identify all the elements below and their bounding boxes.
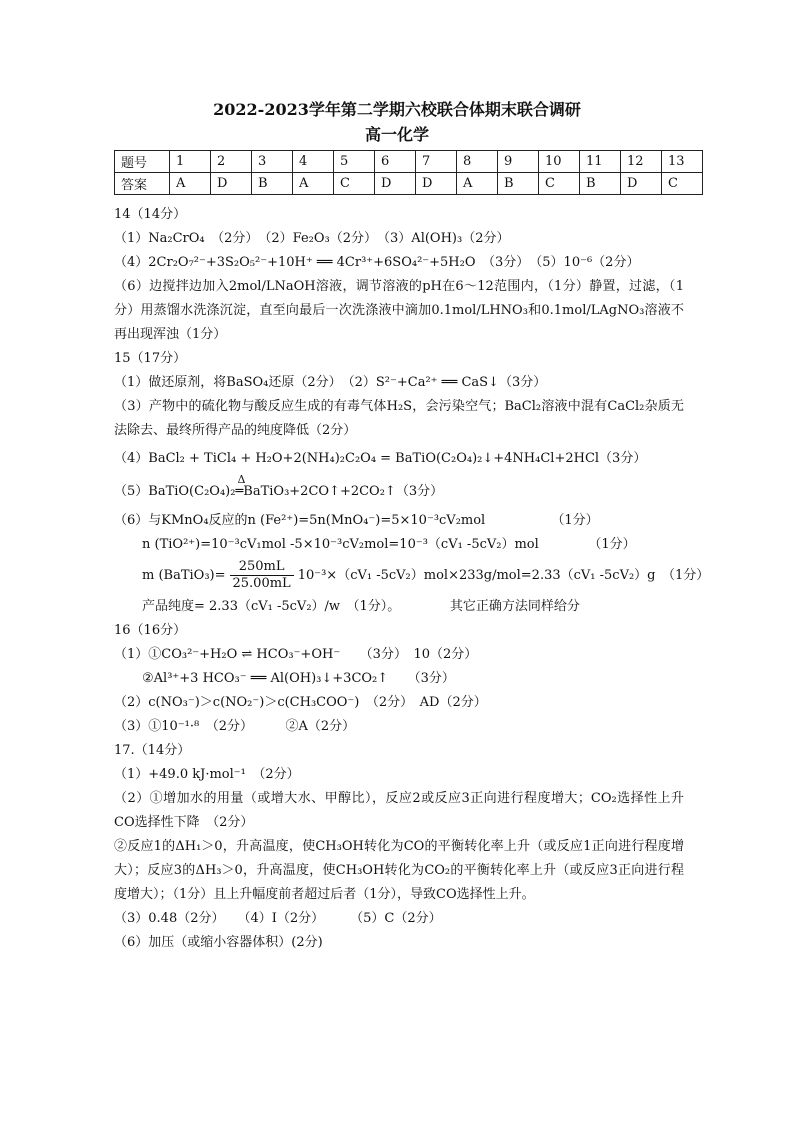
q15-line-8: [114, 595, 684, 619]
table-cell: C: [334, 173, 375, 195]
q15-line-5-text: （6）与KMnO₄反应的n (Fe²⁺)=5n(MnO₄⁻)=5×10⁻³cV₂mol: [114, 513, 486, 528]
q14-line-1: （1）Na₂CrO₄ （2分） （2）Fe₂O₃（2分） （3）Al(OH)₃（2分）: [114, 231, 510, 246]
table-cell: 7: [416, 151, 457, 173]
q15-line-4-suffix: BaTiO₃+2CO↑+2CO₂↑（3分）: [243, 484, 444, 499]
q15-line-7: [114, 557, 710, 595]
table-cell: 4: [293, 151, 334, 173]
q17-line-1: （1）+49.0 kJ·mol⁻¹ （2分）: [114, 767, 300, 782]
answer-table: [114, 150, 703, 195]
heat-condition: Δ ═: [235, 475, 243, 509]
q16-line-2: ②Al³⁺+3 HCO₃⁻ ══ Al(OH)₃↓+3CO₂↑ （3分）: [142, 671, 455, 686]
answer-content: [114, 203, 710, 955]
q15-line-5-score: （1分）: [551, 513, 599, 528]
table-cell: D: [621, 173, 662, 195]
table-cell: 11: [580, 151, 621, 173]
q15-line-2: （3）产物中的硫化物与酸反应生成的有毒气体H₂S，会污染空气；BaCl₂溶液中混有CaCl₂杂质无法除去、最终所得产品的纯度降低（2分）: [114, 399, 684, 438]
q16-line-3: （2）c(NO₃⁻)＞c(NO₂⁻)＞c(CH₃COO⁻) （2分） AD（2分）: [114, 695, 487, 710]
table-cell: B: [252, 173, 293, 195]
q15-line-5: [114, 509, 684, 533]
q17-line-5: （6）加压（或缩小容器体积）(2分): [114, 935, 323, 950]
row-label: 答案: [115, 173, 170, 195]
table-cell: 1: [170, 151, 211, 173]
table-cell: 8: [457, 151, 498, 173]
q15-heading: 15（17分）: [114, 351, 187, 366]
table-cell: D: [211, 173, 252, 195]
table-cell: 3: [252, 151, 293, 173]
table-cell: 13: [662, 151, 703, 173]
q15-line-6: [114, 533, 684, 557]
table-cell: A: [293, 173, 334, 195]
table-row-numbers: [115, 151, 703, 173]
table-cell: B: [498, 173, 539, 195]
fraction-denominator: 25.00mL: [232, 576, 291, 591]
q15-line-6-score: （1分）: [588, 537, 636, 552]
row-label: 题号: [115, 151, 170, 173]
fraction-numerator: 250mL: [230, 559, 294, 576]
q15-line-6-text: n (TiO²⁺)=10⁻³cV₁mol -5×10⁻³cV₂mol=10⁻³（cV₁ -5cV₂）mol: [142, 537, 539, 552]
q14-line-3: （6）边搅拌边加入2mol/LNaOH溶液，调节溶液的pH在6～12范围内，（1分）静置，过滤，（1分）用蒸馏水洗涤沉淀，直至向最后一次洗涤液中滴加0.1mol/LHNO₃和0.1mol/LAgNO₃溶液不再出现浑浊（1分）: [114, 279, 684, 342]
document-title: 2022-2023学年第二学期六校联合体期末联合调研: [213, 100, 581, 119]
table-cell: 2: [211, 151, 252, 173]
document-subtitle: 高一化学: [364, 125, 429, 144]
table-cell: A: [170, 173, 211, 195]
table-cell: C: [539, 173, 580, 195]
q15-line-8-text: 产品纯度= 2.33（cV₁ -5cV₂）/w （1分）。: [142, 599, 401, 614]
volume-fraction: [230, 559, 294, 592]
q16-heading: 16（16分）: [114, 623, 187, 638]
q17-line-3: ②反应1的ΔH₁＞0，升高温度，使CH₃OH转化为CO的平衡转化率上升（或反应1正向进行程度增大）；反应3的ΔH₃＞0，升高温度，使CH₃OH转化为CO₂的平衡转化率上升（或反应3正向进行程度增大）；（1分）且上升幅度前者超过后者（1分），导致CO选择性上升。: [114, 839, 684, 902]
q14-line-2: （4）2Cr₂O₇²⁻+3S₂O₅²⁻+10H⁺ ══ 4Cr³⁺+6SO₄²⁻+5H₂O （3分） （5）10⁻⁶（2分）: [114, 255, 640, 270]
q15-line-1: （1）做还原剂，将BaSO₄还原（2分） （2）S²⁻+Ca²⁺ ══ CaS↓（3分）: [114, 375, 547, 390]
table-cell: C: [662, 173, 703, 195]
table-cell: 5: [334, 151, 375, 173]
q16-line-1: （1）①CO₃²⁻+H₂O ⇌ HCO₃⁻+OH⁻ （3分） 10（2分）: [114, 647, 478, 662]
table-row-answers: [115, 173, 703, 195]
q14-heading: 14（14分）: [114, 207, 187, 222]
table-cell: 6: [375, 151, 416, 173]
q17-line-2: （2）①增加水的用量（或增大水、甲醇比），反应2或反应3正向进行程度增大；CO₂选择性上升CO选择性下降 （2分）: [114, 791, 684, 830]
table-cell: B: [580, 173, 621, 195]
q16-line-4: （3）①10⁻¹·⁸ （2分） ②A（2分）: [114, 719, 356, 734]
q15-line-4: [114, 475, 684, 509]
table-cell: D: [375, 173, 416, 195]
table-cell: 10: [539, 151, 580, 173]
table-cell: 12: [621, 151, 662, 173]
q15-line-3: （4）BaCl₂ + TiCl₄ + H₂O+2(NH₄)₂C₂O₄ = BaTiO(C₂O₄)₂↓+4NH₄Cl+2HCl（3分）: [114, 451, 647, 466]
delta-symbol: Δ: [237, 473, 246, 486]
q15-line-7-prefix: m (BaTiO₃)=: [142, 568, 226, 583]
table-cell: A: [457, 173, 498, 195]
q15-line-4-prefix: （5）BaTiO(C₂O₄)₂: [114, 484, 236, 499]
q15-line-8-note: 其它正确方法同样给分: [449, 599, 580, 614]
q17-line-4: （3）0.48（2分） （4）Ⅰ（2分） （5）C（2分）: [114, 911, 442, 926]
q15-line-7-suffix: 10⁻³×（cV₁ -5cV₂）mol×233g/mol=2.33（cV₁ -5cV₂）g （1分）: [297, 568, 710, 583]
q17-heading: 17.（14分）: [114, 743, 191, 758]
table-cell: D: [416, 173, 457, 195]
table-cell: 9: [498, 151, 539, 173]
